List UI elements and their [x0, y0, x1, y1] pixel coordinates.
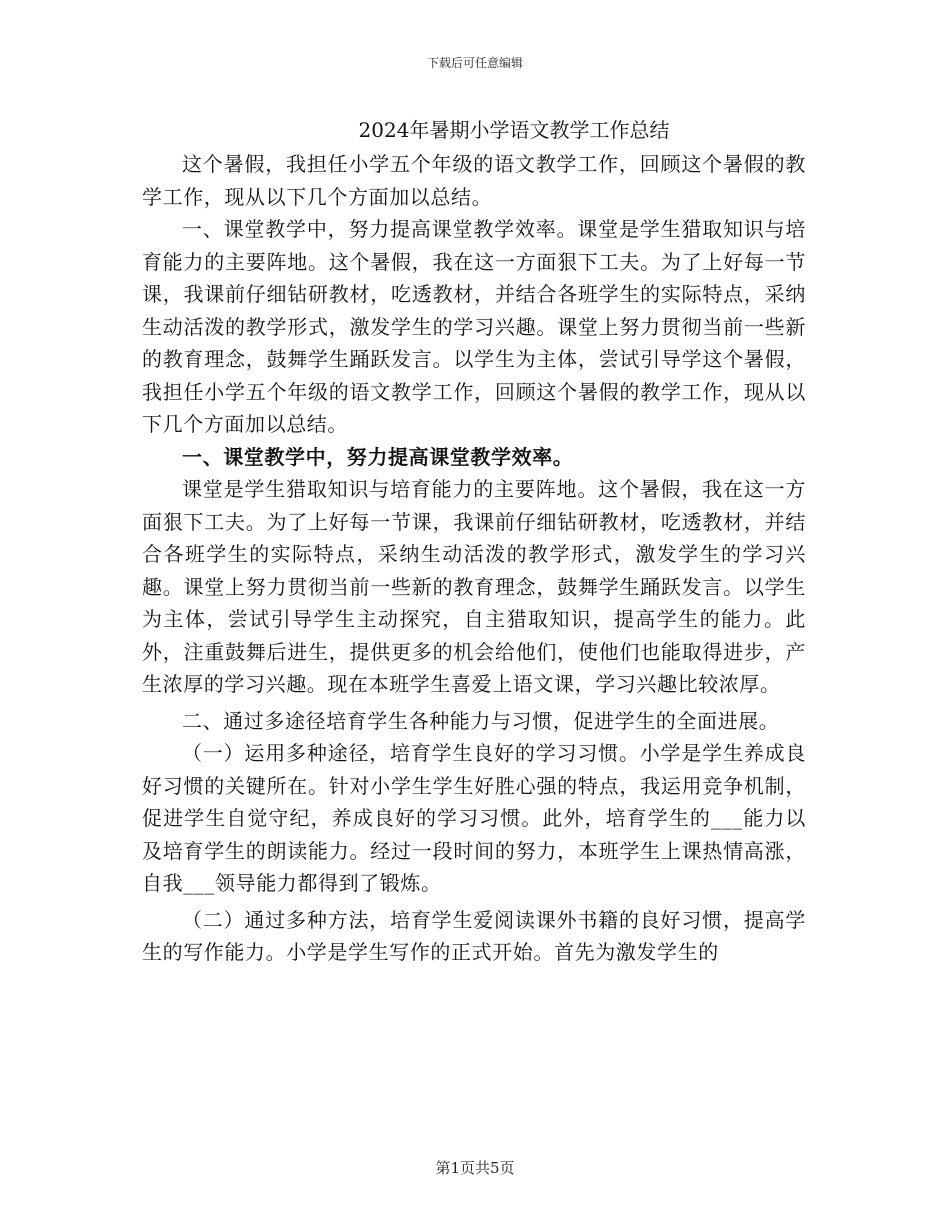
paragraph-study-habits: （一）运用多种途径，培育学生良好的学习习惯。小学是学生养成良好习惯的关键所在。针对小学生学生好胜心强的特点，我运用竞争机制，促进学生自觉守纪，养成良好的学习习惯。此外，培育学生的___能力以及培育学生的朗读能力。经过一段时间的努力，本班学生上课热情高涨，自我___领导能力都得到了锻炼。 — [142, 741, 806, 895]
page-header: 下载后可任意编辑 — [426, 56, 523, 70]
section-heading-two: 二、通过多途径培育学生各种能力与习惯，促进学生的全面进展。 — [182, 708, 780, 733]
paragraph-reading-habits: （二）通过多种方法，培育学生爱阅读课外书籍的良好习惯，提高学生的写作能力。小学是学生写作的正式开始。首先为激发学生的 — [142, 907, 806, 964]
paragraph-intro: 这个暑假，我担任小学五个年级的语文教学工作，回顾这个暑假的教学工作，现从以下几个方面加以总结。 — [142, 152, 806, 209]
document-title: 2024年暑期小学语文教学工作总结 — [358, 118, 670, 142]
paragraph-classroom-teaching: 课堂是学生猎取知识与培育能力的主要阵地。这个暑假，我在这一方面狠下工夫。为了上好每一节课，我课前仔细钻研教材，吃透教材，并结合各班学生的实际特点，采纳生动活泼的教学形式，激发学生的学习兴趣。课堂上努力贯彻当前一些新的教育理念，鼓舞学生踊跃发言。以学生为主体，尝试引导学生主动探究，自主猎取知识，提高学生的能力。此外，注重鼓舞后进生，提供更多的机会给他们，使他们也能取得进步，产生浓厚的学习兴趣。现在本班学生喜爱上语文课，学习兴趣比较浓厚。 — [142, 477, 806, 696]
document-body — [142, 114, 806, 969]
paragraph-section-one-summary: 一、课堂教学中，努力提高课堂教学效率。课堂是学生猎取知识与培育能力的主要阵地。这个暑假，我在这一方面狠下工夫。为了上好每一节课，我课前仔细钻研教材，吃透教材，并结合各班学生的实际特点，采纳生动活泼的教学形式，激发学生的学习兴趣。课堂上努力贯彻当前一些新的教育理念，鼓舞学生踊跃发言。以学生为主体，尝试引导学这个暑假，我担任小学五个年级的语文教学工作，回顾这个暑假的教学工作，现从以下几个方面加以总结。 — [142, 217, 806, 436]
page-footer: 第1页共5页 — [435, 1159, 515, 1177]
section-heading-one: 一、课堂教学中，努力提高课堂教学效率。 — [182, 444, 574, 469]
